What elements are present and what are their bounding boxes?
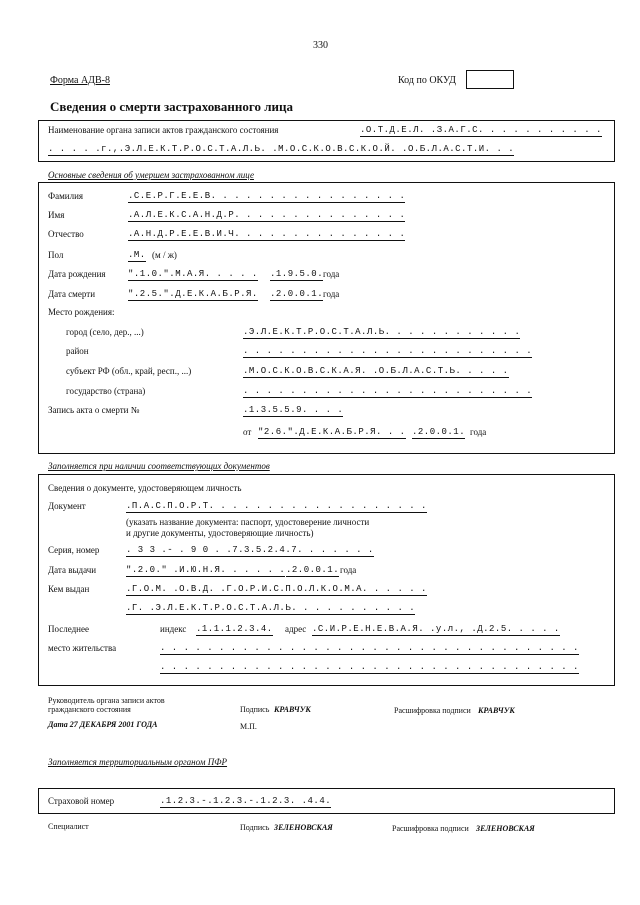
country-field[interactable]: . . . . . . . . . . . . . . . . . . . . . . . . . xyxy=(243,386,533,396)
id-heading: Сведения о документе, удостоверяющем личность xyxy=(48,483,242,493)
okud-input-box[interactable] xyxy=(466,70,514,89)
basic-heading: Основные сведения об умершем застрахованном лице xyxy=(48,170,254,180)
death-date-label: Дата смерти xyxy=(48,289,96,299)
registry-label: Наименование органа записи актов гражданского состояния xyxy=(48,125,279,135)
head-decode-label: Расшифровка подписи xyxy=(394,706,471,715)
country-label: государство (страна) xyxy=(66,386,146,396)
head-decode-name: КРАВЧУК xyxy=(478,706,515,715)
issued-year-field[interactable]: .2.0.0.1. xyxy=(286,565,340,575)
patronymic-label: Отчество xyxy=(48,229,84,239)
index-field[interactable]: .1.1.1.2.3.4. xyxy=(196,624,273,634)
head-label-1: Руководитель органа записи актов xyxy=(48,696,165,705)
signoff-date: Дата 27 ДЕКАБРЯ 2001 ГОДА xyxy=(48,720,158,729)
doc-field[interactable]: .П.А.С.П.О.Р.Т. . . . . . . . . . . . . . . . . . . xyxy=(126,501,427,511)
specialist-label: Специалист xyxy=(48,822,89,831)
issued-year-word: года xyxy=(340,565,357,575)
death-daymonth-field[interactable]: ".2.5.".Д.Е.К.А.Б.Р.Я. xyxy=(128,289,258,299)
issued-daymonth-field[interactable]: ".2.0." .И.Ю.Н.Я. . . . . . xyxy=(126,565,286,575)
pfr-heading: Заполняется территориальным органом ПФР xyxy=(48,757,228,767)
record-number-field[interactable]: .1.3.5.5.9. . . . xyxy=(243,405,344,415)
surname-field[interactable]: .С.Е.Р.Г.Е.Е.В. . . . . . . . . . . . . . . . . xyxy=(128,191,406,201)
name-label: Имя xyxy=(48,210,65,220)
address-label: адрес xyxy=(285,624,307,634)
death-year-field[interactable]: .2.0.0.1. xyxy=(270,289,324,299)
insurance-field[interactable]: .1.2.3.-.1.2.3.-.1.2.3. .4.4. xyxy=(160,796,332,806)
city-label: город (село, дер., ...) xyxy=(66,327,144,337)
city-field[interactable]: .Э.Л.Е.К.Т.Р.О.С.Т.А.Л.Ь. . . . . . . . . . . . xyxy=(243,327,521,337)
death-year-word: года xyxy=(323,289,340,299)
district-label: район xyxy=(66,346,89,356)
head-signature: КРАВЧУК xyxy=(274,705,311,714)
address-field[interactable]: .С.И.Р.Е.Н.Е.В.А.Я. .у.л., .Д.2.5. . . . . xyxy=(312,624,560,634)
record-year-field[interactable]: .2.0.0.1. xyxy=(412,427,466,437)
region-label: субъект РФ (обл., край, респ., ...) xyxy=(66,366,192,376)
okud-label: Код по ОКУД xyxy=(398,75,456,86)
series-field[interactable]: . 3 3 .- . 9 0 . .7.3.5.2.4.7. . . . . . . xyxy=(126,545,374,555)
issuer-label: Кем выдан xyxy=(48,584,90,594)
specialist-signature: ЗЕЛЕНОВСКАЯ xyxy=(274,823,333,832)
specialist-decode-name: ЗЕЛЕНОВСКАЯ xyxy=(476,824,535,833)
insurance-label: Страховой номер xyxy=(48,796,115,806)
issuer-line1[interactable]: .Г.О.М. .О.В.Д. .Г.О.Р.И.С.П.О.Л.К.О.М.А. . . . . . xyxy=(126,584,427,594)
last-residence-label-2: место жительства xyxy=(48,643,117,653)
head-label-2: гражданского состояния xyxy=(48,705,131,714)
doc-hint-2: и другие документы, удостоверяющие личность) xyxy=(126,528,314,538)
registry-value-line2[interactable]: . . . . .г.,.Э.Л.Е.К.Т.Р.О.С.Т.А.Л.Ь. .М.О.С.К.О.В.С.К.О.Й. .О.Б.Л.А.С.Т.И. . . xyxy=(48,144,515,154)
birth-date-label: Дата рождения xyxy=(48,269,106,279)
sex-field[interactable]: .М. xyxy=(128,250,146,260)
issuer-line2[interactable]: .Г. .Э.Л.Е.К.Т.Р.О.С.Т.А.Л.Ь. . . . . . . . . . . xyxy=(126,603,416,613)
page-title: Сведения о смерти застрахованного лица xyxy=(50,99,294,114)
index-label: индекс xyxy=(160,624,187,634)
birth-year-field[interactable]: .1.9.5.0. xyxy=(270,269,324,279)
docs-heading: Заполняется при наличии соответствующих документов xyxy=(48,461,270,471)
registry-value-line1[interactable]: .О.Т.Д.Е.Л. .З.А.Г.С. . . . . . . . . . . xyxy=(360,125,602,135)
patronymic-field[interactable]: .А.Н.Д.Р.Е.Е.В.И.Ч. . . . . . . . . . . . . . . xyxy=(128,229,406,239)
series-label: Серия, номер xyxy=(48,545,100,555)
address-line3[interactable]: . . . . . . . . . . . . . . . . . . . . . . . . . . . . . . . . . . . . xyxy=(160,662,579,672)
record-year-word: года xyxy=(470,427,487,437)
record-label: Запись акта о смерти № xyxy=(48,405,140,415)
birth-daymonth-field[interactable]: ".1.0.".М.А.Я. . . . . xyxy=(128,269,258,279)
address-line2[interactable]: . . . . . . . . . . . . . . . . . . . . . . . . . . . . . . . . . . . . xyxy=(160,643,579,653)
specialist-decode-label: Расшифровка подписи xyxy=(392,824,469,833)
sex-hint: (м / ж) xyxy=(152,250,177,260)
doc-hint-1: (указать название документа: паспорт, удостоверение личности xyxy=(126,517,370,527)
name-field[interactable]: .А.Л.Е.К.С.А.Н.Д.Р. . . . . . . . . . . . . . . xyxy=(128,210,406,220)
district-field[interactable]: . . . . . . . . . . . . . . . . . . . . . . . . . xyxy=(243,346,533,356)
birthplace-label: Место рождения: xyxy=(48,307,115,317)
record-from-label: от xyxy=(243,427,252,437)
issued-date-label: Дата выдачи xyxy=(48,565,97,575)
region-field[interactable]: .М.О.С.К.О.В.С.К.А.Я. .О.Б.Л.А.С.Т.Ь. . . . . xyxy=(243,366,509,376)
last-residence-label-1: Последнее xyxy=(48,624,89,634)
sex-label: Пол xyxy=(48,250,64,260)
record-daymonth-field[interactable]: "2.6.".Д.Е.К.А.Б.Р.Я. . . xyxy=(258,427,406,437)
head-sign-label: Подпись xyxy=(240,705,270,714)
birth-year-word: года xyxy=(323,269,340,279)
specialist-sign-label: Подпись xyxy=(240,823,270,832)
form-code: Форма АДВ-8 xyxy=(50,75,110,86)
doc-label: Документ xyxy=(48,501,86,511)
surname-label: Фамилия xyxy=(48,191,84,201)
stamp-place: М.П. xyxy=(240,722,257,731)
page-number: 330 xyxy=(313,40,328,51)
